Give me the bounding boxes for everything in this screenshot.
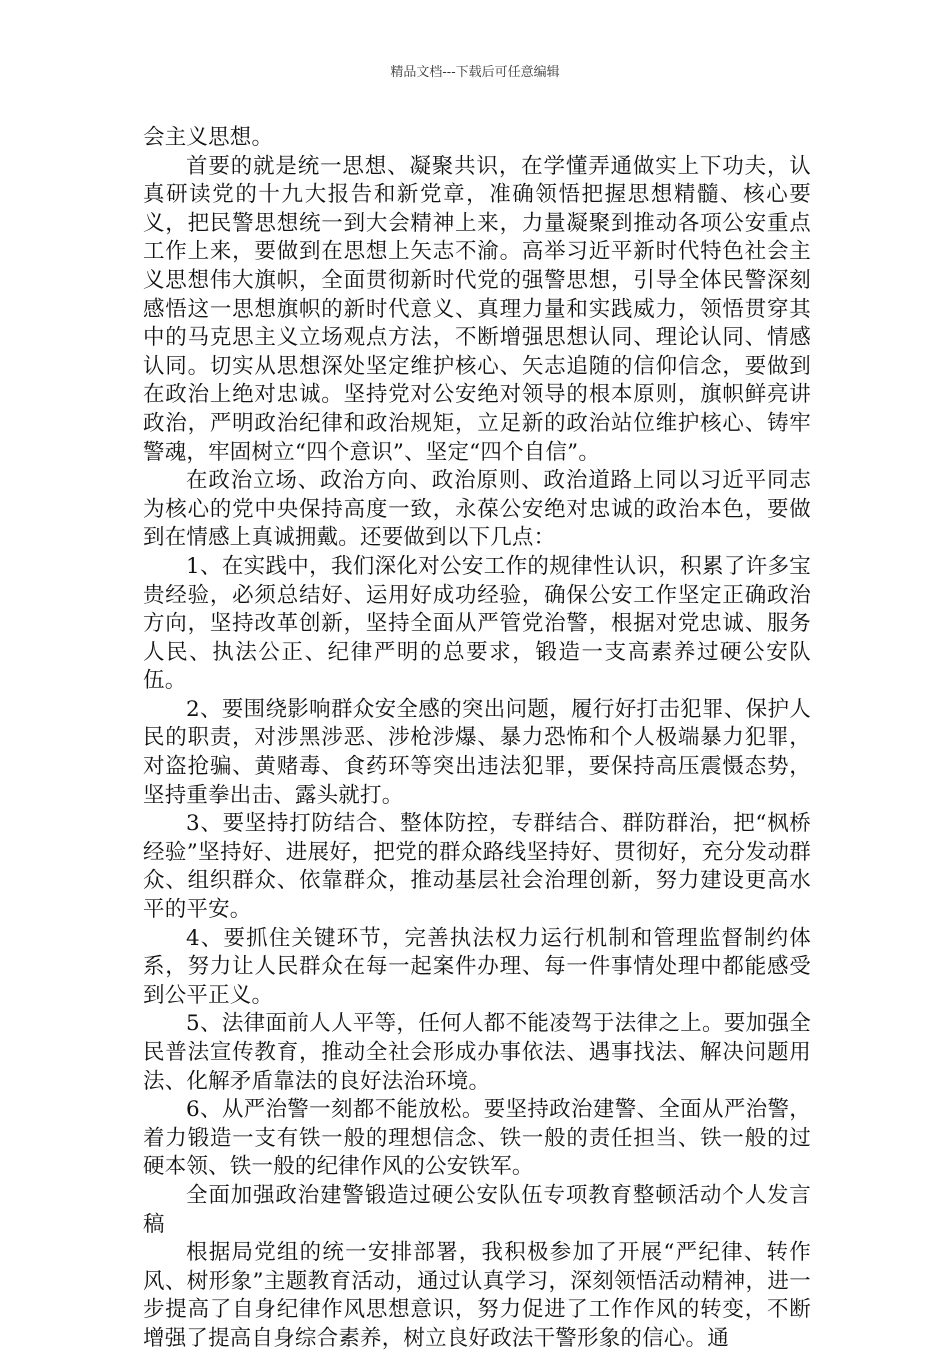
document-body — [143, 124, 811, 1354]
page-header: 精品文档---下载后可任意编辑 — [390, 65, 560, 80]
paragraph-point-1: 1、在实践中，我们深化对公安工作的规律性认识，积累了许多宝贵经验，必须总结好、运用好成功经验，确保公安工作坚定正确政治方向，坚持改革创新，坚持全面从严管党治警，根据对党忠诚、服务人民、执法公正、纪律严明的总要求，锻造一支高素养过硬公安队伍。 — [143, 553, 811, 694]
section-title: 全面加强政治建警锻造过硬公安队伍专项教育整顿活动个人发言稿 — [143, 1182, 811, 1237]
paragraph-point-6: 6、从严治警一刻都不能放松。要坚持政治建警、全面从严治警，着力锻造一支有铁一般的理想信念、铁一般的责任担当、铁一般的过硬本领、铁一般的纪律作风的公安铁军。 — [143, 1097, 811, 1180]
paragraph-continuation: 会主义思想。 — [143, 125, 274, 150]
paragraph-unify-thought: 首要的就是统一思想、凝聚共识，在学懂弄通做实上下功夫，认真研读党的十九大报告和新党章，准确领悟把握思想精髓、核心要义，把民警思想统一到大会精神上来，力量凝聚到推动各项公安重点工作上来，要做到在思想上矢志不渝。高举习近平新时代特色社会主义思想伟大旗帜，全面贯彻新时代党的强警思想，引导全体民警深刻感悟这一思想旗帜的新时代意义、真理力量和实践威力，领悟贯穿其中的马克思主义立场观点方法，不断增强思想认同、理论认同、情感认同。切实从思想深处坚定维护核心、矢志追随的信仰信念，要做到在政治上绝对忠诚。坚持党对公安绝对领导的根本原则，旗帜鲜亮讲政治，严明政治纪律和政治规矩，立足新的政治站位维护核心、铸牢警魂，牢固树立“四个意识”、坚定“四个自信”。 — [143, 153, 811, 465]
paragraph-point-4: 4、要抓住关键环节，完善执法权力运行机制和管理监督制约体系，努力让人民群众在每一起案件办理、每一件事情处理中都能感受到公平正义。 — [143, 925, 811, 1008]
paragraph-political-stance: 在政治立场、政治方向、政治原则、政治道路上同以习近平同志为核心的党中央保持高度一致，永葆公安绝对忠诚的政治本色，要做到在情感上真诚拥戴。还要做到以下几点： — [143, 468, 811, 551]
paragraph-speech-intro: 根据局党组的统一安排部署，我积极参加了开展“严纪律、转作风、树形象”主题教育活动，通过认真学习，深刻领悟活动精神，进一步提高了自身纪律作风思想意识，努力促进了工作作风的转变，不断增强了提高自身综合素养，树立良好政法干警形象的信心。通 — [143, 1240, 811, 1351]
paragraph-point-5: 5、法律面前人人平等，任何人都不能凌驾于法律之上。要加强全民普法宣传教育，推动全社会形成办事依法、遇事找法、解决问题用法、化解矛盾靠法的良好法治环境。 — [143, 1011, 811, 1094]
paragraph-point-3: 3、要坚持打防结合、整体防控，专群结合、群防群治，把“枫桥经验”坚持好、进展好，把党的群众路线坚持好、贯彻好，充分发动群众、组织群众、依靠群众，推动基层社会治理创新，努力建设更高水平的平安。 — [143, 811, 811, 923]
paragraph-point-2: 2、要围绕影响群众安全感的突出问题，履行好打击犯罪、保护人民的职责，对涉黑涉恶、涉枪涉爆、暴力恐怖和个人极端暴力犯罪，对盗抢骗、黄赌毒、食药环等突出违法犯罪，要保持高压震慑态势，坚持重拳出击、露头就打。 — [143, 696, 811, 808]
